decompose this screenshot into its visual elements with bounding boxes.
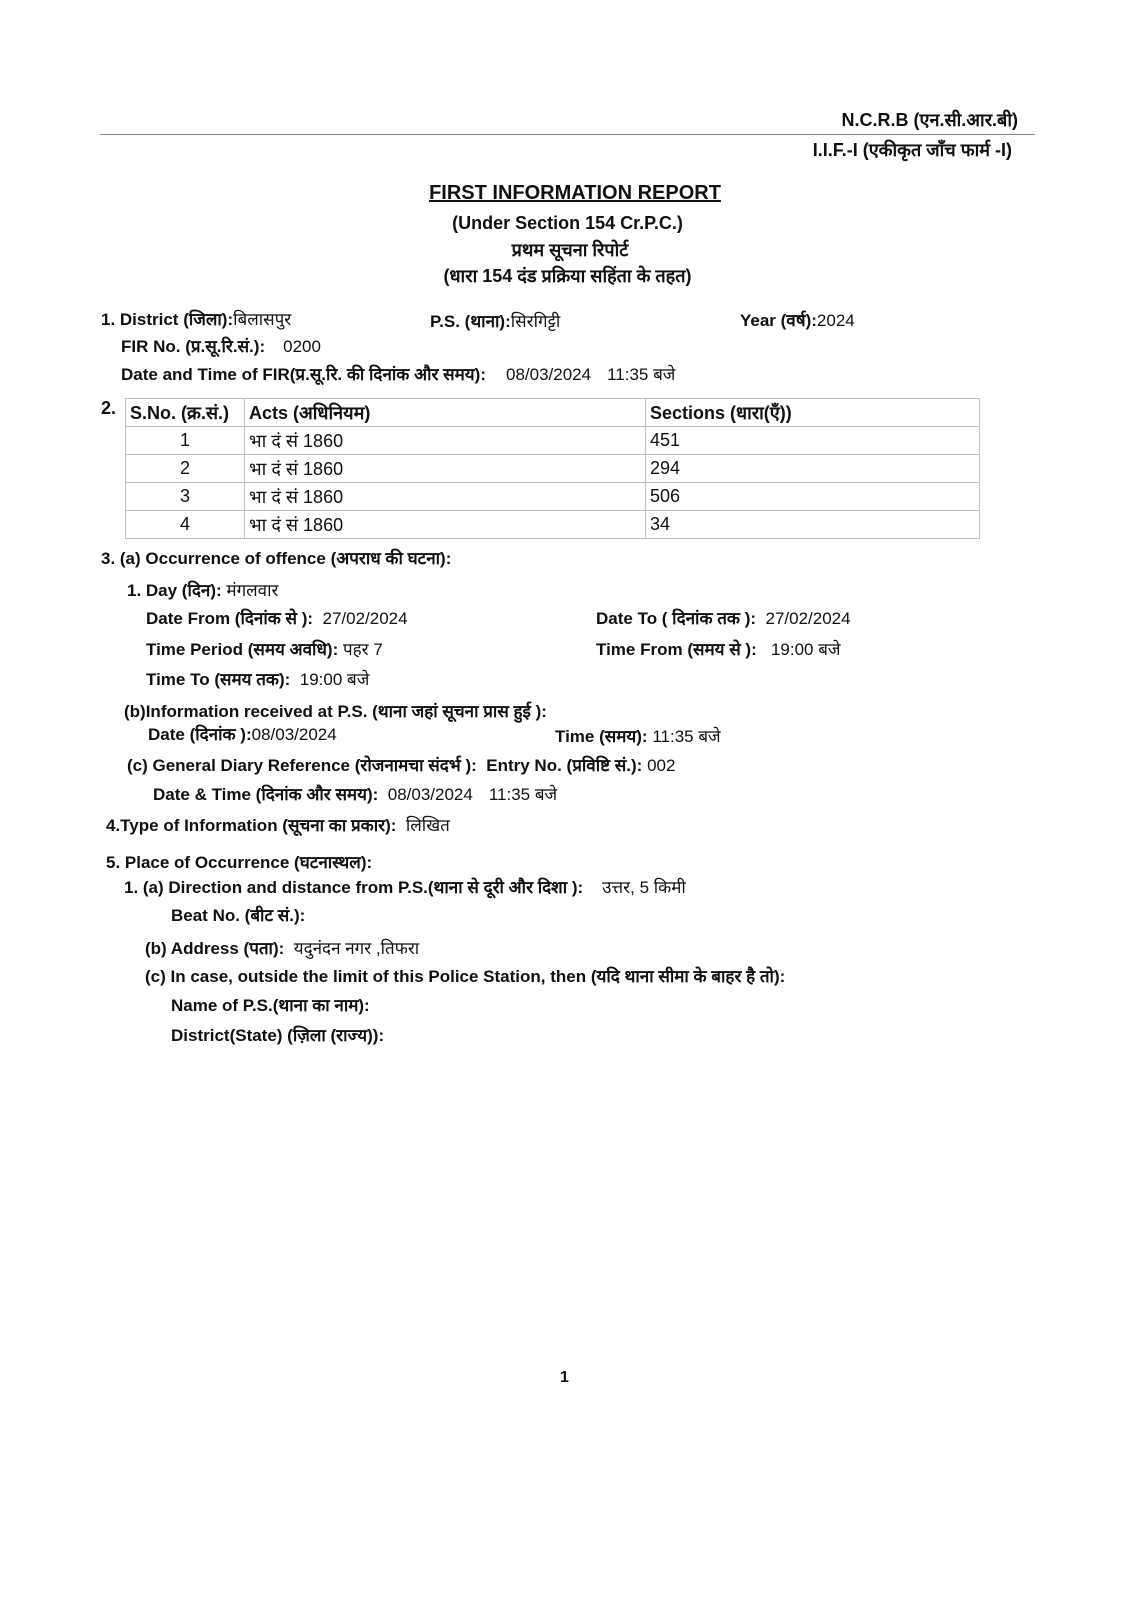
time-from-value: 19:00 बजे	[770, 640, 841, 659]
time-period-value: पहर 7	[342, 640, 383, 659]
page-title: FIRST INFORMATION REPORT	[429, 182, 721, 204]
time-to-field	[146, 667, 369, 690]
fir-label: FIR No. (प्र.सू.रि.सं.):	[121, 337, 266, 356]
date-from-value: 27/02/2024	[322, 609, 408, 628]
ps-name-label: Name of P.S.(थाना का नाम):	[171, 996, 370, 1015]
time-from-label: Time From (समय से ):	[596, 640, 757, 659]
date-from-label: Date From (दिनांक से ):	[146, 609, 314, 628]
fir-date-value: 08/03/2024	[505, 365, 592, 384]
date-to-value: 27/02/2024	[765, 609, 851, 628]
title-hindi: प्रथम सूचना रिपोर्ट	[511, 240, 629, 260]
district-state-label: District(State) (ज़िला (राज्य)):	[171, 1026, 385, 1045]
table-row	[126, 455, 980, 483]
cell-sno: 2	[126, 455, 245, 483]
cell-sno: 4	[126, 511, 245, 539]
title-subtitle-hi: (धारा 154 दंड प्रक्रिया सहिंता के तहत)	[443, 266, 692, 286]
header-sno: S.No. (क्र.सं.)	[126, 399, 245, 427]
section5-heading: 5. Place of Occurrence (घटनास्थल):	[106, 853, 373, 872]
direction-label: 1. (a) Direction and distance from P.S.(थाना से दूरी और दिशा ):	[124, 878, 584, 897]
info-type-label: 4.Type of Information (सूचना का प्रकार):	[106, 816, 397, 835]
fir-datetime-field	[121, 362, 675, 385]
year-label: Year (वर्ष):	[740, 311, 817, 330]
fir-field	[121, 334, 321, 357]
outside-limit-label: (c) In case, outside the limit of this Police Station, then (यदि थाना सीमा के बाहर है तो):	[145, 967, 786, 986]
time-to-value: 19:00 बजे	[299, 670, 370, 689]
date-to-label: Date To ( दिनांक तक ):	[596, 609, 757, 628]
direction-value: उत्तर, 5 किमी	[602, 878, 686, 897]
ps-value: सिरगिट्टी	[510, 312, 561, 331]
cell-section: 294	[646, 455, 980, 483]
info-date-field	[148, 722, 337, 745]
year-field	[740, 308, 855, 331]
gd-datetime-label: Date & Time (दिनांक और समय):	[153, 785, 379, 804]
fir-value: 0200	[283, 337, 321, 356]
cell-section: 506	[646, 483, 980, 511]
entry-no-label: Entry No. (प्रविष्टि सं.):	[486, 756, 643, 775]
gd-datetime-field	[153, 782, 557, 805]
header-acts: Acts (अधिनियम)	[245, 399, 646, 427]
header-divider	[100, 134, 1035, 135]
fir-time-value: 11:35 बजे	[607, 365, 676, 384]
time-from-field	[596, 637, 841, 660]
cell-act: भा दं सं 1860	[245, 483, 646, 511]
table-header-row	[126, 399, 980, 427]
ps-field	[430, 309, 560, 332]
title-subtitle-en: (Under Section 154 Cr.P.C.)	[452, 213, 683, 233]
gd-reference-field	[127, 753, 675, 776]
date-from-field	[146, 606, 408, 629]
address-field	[145, 936, 419, 959]
cell-sno: 3	[126, 483, 245, 511]
fir-datetime-label: Date and Time of FIR(प्र.सू.रि. की दिनांक और समय):	[121, 365, 486, 384]
cell-sno: 1	[126, 427, 245, 455]
cell-act: भा दं सं 1860	[245, 427, 646, 455]
time-period-label: Time Period (समय अवधि):	[146, 640, 339, 659]
cell-section: 34	[646, 511, 980, 539]
info-received-heading: (b)Information received at P.S. (थाना जहां सूचना प्रास हुई ):	[124, 702, 547, 721]
entry-no-value: 002	[647, 756, 676, 775]
day-label: 1. Day (दिन):	[127, 581, 222, 600]
acts-sections-table	[125, 398, 980, 539]
info-time-value: 11:35 बजे	[652, 727, 721, 746]
section2-number: 2.	[101, 398, 117, 418]
cell-act: भा दं सं 1860	[245, 455, 646, 483]
table-row	[126, 483, 980, 511]
info-date-value: 08/03/2024	[251, 725, 337, 744]
direction-field	[124, 875, 686, 898]
year-value: 2024	[816, 311, 855, 330]
date-to-field	[596, 606, 851, 629]
district-field	[101, 307, 291, 330]
table-row	[126, 511, 980, 539]
table-row	[126, 427, 980, 455]
page-number: 1	[560, 1369, 569, 1386]
gd-reference-label: (c) General Diary Reference (रोजनामचा संदर्भ ):	[127, 756, 477, 775]
iif-header: I.I.F.-I (एकीकृत जाँच फार्म -I)	[812, 140, 1012, 160]
time-to-label: Time To (समय तक):	[146, 670, 291, 689]
address-label: (b) Address (पता):	[145, 939, 285, 958]
ps-label: P.S. (थाना):	[430, 312, 511, 331]
info-type-value: लिखित	[405, 816, 450, 835]
info-date-label: Date (दिनांक ):	[148, 725, 252, 744]
header-sections: Sections (धारा(एँ))	[646, 399, 980, 427]
info-type-field	[106, 813, 450, 836]
day-value: मंगलवार	[226, 581, 279, 600]
info-time-field	[555, 724, 721, 747]
address-value: यदुनंदन नगर ,तिफरा	[293, 939, 420, 958]
ncrb-header: N.C.R.B (एन.सी.आर.बी)	[841, 110, 1018, 130]
cell-act: भा दं सं 1860	[245, 511, 646, 539]
beat-no-label: Beat No. (बीट सं.):	[171, 906, 306, 925]
district-value: बिलासपुर	[233, 310, 292, 329]
district-label: 1. District (जिला):	[101, 310, 234, 329]
section3-heading: 3. (a) Occurrence of offence (अपराध की घटना):	[101, 549, 452, 568]
gd-time-value: 11:35 बजे	[488, 785, 558, 804]
time-period-field	[146, 637, 383, 660]
day-field	[127, 578, 278, 601]
gd-date-value: 08/03/2024	[387, 785, 473, 804]
cell-section: 451	[646, 427, 980, 455]
info-time-label: Time (समय):	[555, 727, 648, 746]
